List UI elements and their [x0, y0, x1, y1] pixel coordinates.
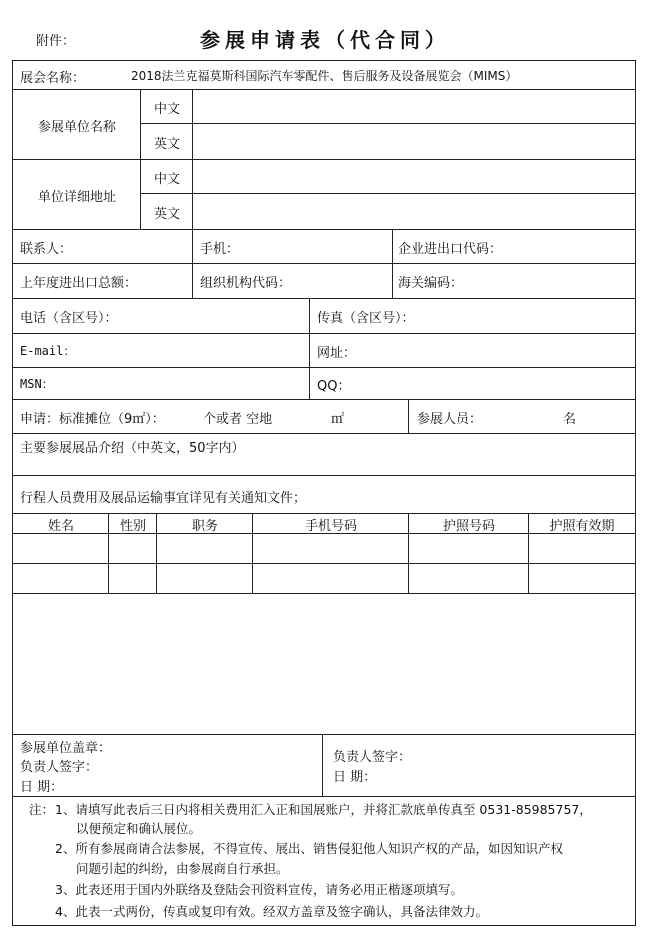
company-name-label: 参展单位名称 [37, 120, 116, 135]
contact-row [13, 229, 635, 264]
organizer-signature-area[interactable] [323, 734, 635, 796]
exhibition-row [13, 61, 635, 90]
staff-passport-cell[interactable] [409, 533, 529, 563]
organizer-date-label: 日 期： [333, 770, 377, 785]
customs-code-field[interactable] [393, 263, 635, 298]
last-year-total-label: 上年度进出口总额： [20, 276, 138, 291]
exhibitor-sign-label: 负责人签字： [20, 760, 99, 775]
staff-passport-cell[interactable] [409, 563, 529, 593]
staff-name-cell[interactable] [13, 563, 109, 593]
col-position: 职务 [191, 519, 218, 534]
qq-label: QQ： [317, 379, 351, 394]
note-line: 4、此表一式两份，传真或复印有效。经双方盖章及签字确认，具备法律效力。 [55, 904, 488, 919]
exhibitor-seal-label: 参展单位盖章： [20, 741, 112, 756]
website-field[interactable] [310, 333, 635, 367]
company-address-label: 单位详细地址 [37, 190, 116, 205]
staff-expiry-cell[interactable] [529, 563, 635, 593]
booth-label: 申请：标准摊位（9㎡）： [20, 412, 165, 427]
staff-table-header [13, 513, 635, 534]
staff-name-cell[interactable] [13, 533, 109, 563]
last-year-total-field[interactable] [13, 263, 193, 298]
qq-field[interactable] [310, 367, 635, 399]
staff-position-cell[interactable] [157, 533, 253, 563]
sqm-unit: ㎡ [331, 412, 345, 427]
travel-note-row [13, 475, 635, 514]
product-intro-field[interactable] [13, 433, 635, 476]
fax-label: 传真（含区号）： [317, 311, 415, 326]
email-field[interactable] [13, 333, 310, 367]
note-line: 2、所有参展商请合法参展，不得宣传、展出、销售侵犯他人知识产权的产品，如因知识产权 [55, 841, 563, 856]
trade-row [13, 263, 635, 299]
company-address-cn-label: 中文 [153, 172, 180, 187]
col-passport-expiry: 护照有效期 [549, 519, 615, 534]
org-code-label: 组织机构代码： [200, 276, 292, 291]
ie-code-field[interactable] [393, 229, 635, 263]
signature-row [13, 734, 635, 797]
staff-position-cell[interactable] [157, 563, 253, 593]
ie-code-label: 企业进出口代码： [398, 242, 503, 257]
company-name-cn-label: 中文 [153, 102, 180, 117]
col-gender: 性别 [119, 519, 146, 534]
company-address-cn-field[interactable] [193, 159, 635, 194]
mobile-field[interactable] [193, 229, 393, 263]
im-row [13, 367, 635, 400]
notes-section [13, 794, 635, 925]
company-name-block [13, 89, 635, 160]
exhibition-label: 展会名称： [20, 71, 86, 86]
company-address-en-label: 英文 [153, 207, 180, 222]
application-form [12, 60, 636, 926]
note-line: 以便预定和确认展位。 [76, 821, 202, 836]
product-intro-label: 主要参展展品介绍（中英文，50字内） [20, 441, 245, 456]
staff-mobile-cell[interactable] [253, 563, 409, 593]
fax-field[interactable] [310, 298, 635, 333]
staff-count-field[interactable] [409, 399, 635, 433]
note-line: 问题引起的纠纷，由参展商自行承担。 [76, 861, 289, 876]
org-code-field[interactable] [193, 263, 393, 298]
note-line: 1、请填写此表后三日内将相关费用汇入正和国展账户，并将汇款底单传真至 0531-85985757， [55, 802, 592, 817]
staff-unit: 名 [563, 412, 577, 427]
contact-person-field[interactable] [13, 229, 193, 263]
company-name-cn-field[interactable] [193, 89, 635, 124]
msn-label: MSN： [20, 377, 54, 391]
company-address-en-field[interactable] [193, 194, 635, 229]
msn-field[interactable] [13, 367, 310, 399]
blank-area [13, 593, 635, 735]
contact-person-label: 联系人： [20, 242, 73, 257]
staff-gender-cell[interactable] [109, 533, 157, 563]
exhibitor-date-label: 日 期： [20, 780, 64, 795]
phone-row [13, 298, 635, 334]
attachment-label: 附件： [36, 34, 76, 49]
staff-label: 参展人员： [417, 412, 483, 427]
staff-gender-cell[interactable] [109, 563, 157, 593]
application-row [13, 399, 635, 434]
col-mobile: 手机号码 [304, 519, 357, 534]
table-row [13, 533, 635, 564]
company-name-en-label: 英文 [153, 137, 180, 152]
col-passport: 护照号码 [442, 519, 495, 534]
staff-mobile-cell[interactable] [253, 533, 409, 563]
mobile-label: 手机： [200, 242, 240, 257]
company-name-en-field[interactable] [193, 124, 635, 159]
phone-field[interactable] [13, 298, 310, 333]
table-row [13, 563, 635, 594]
note-line: 3、此表还用于国内外联络及登陆会刊资料宣传，请务必用正楷逐项填写。 [55, 882, 463, 897]
email-row [13, 333, 635, 368]
email-label: E-mail： [20, 344, 76, 358]
exhibitor-signature-area[interactable] [13, 734, 323, 796]
col-name: 姓名 [47, 519, 74, 534]
staff-expiry-cell[interactable] [529, 533, 635, 563]
booth-application-field[interactable] [13, 399, 409, 433]
phone-label: 电话（含区号）： [20, 311, 118, 326]
organizer-sign-label: 负责人签字： [333, 750, 412, 765]
customs-code-label: 海关编码： [398, 276, 464, 291]
notes-prefix: 注： [29, 802, 55, 817]
website-label: 网址： [317, 346, 357, 361]
or-space-label: 个或者 空地 [203, 412, 273, 427]
exhibition-name: 2018法兰克福莫斯科国际汽车零配件、售后服务及设备展览会（MIMS） [131, 69, 518, 83]
form-title: 参展申请表（代合同） [200, 28, 450, 52]
company-address-block [13, 159, 635, 230]
travel-note: 行程人员费用及展品运输事宜详见有关通知文件； [20, 491, 307, 506]
